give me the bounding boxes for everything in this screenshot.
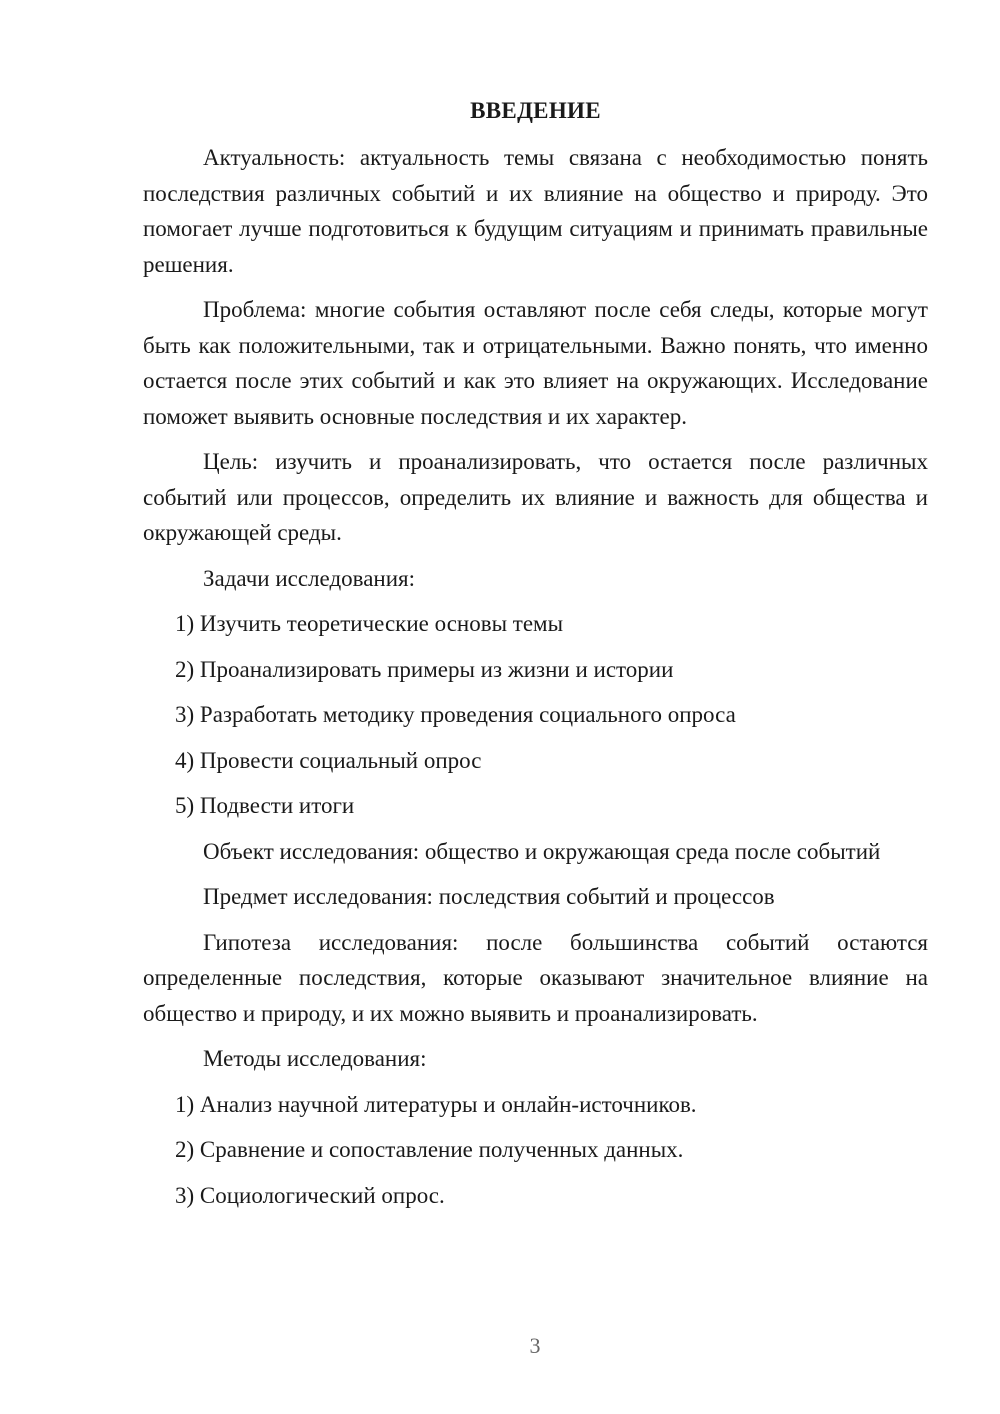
methods-list (143, 1087, 928, 1214)
tasks-list (143, 606, 928, 824)
section-title: ВВЕДЕНИЕ (470, 98, 601, 123)
problem-paragraph: Проблема: многие события оставляют после себя следы, которые могут быть как положительными, так и отрицательными. Важно понять, что именно остается после этих событий и как это влияет на окружающих. Исследование поможет выявить основные последствия и их характер. (143, 297, 928, 429)
relevance-paragraph: Актуальность: актуальность темы связана с необходимостью понять последствия различных событий и их влияние на общество и природу. Это помогает лучше подготовиться к будущим ситуациям и принимать правильные решения. (143, 145, 928, 277)
task-item: 5) Подвести итоги (175, 793, 355, 818)
hypothesis-paragraph: Гипотеза исследования: после большинства событий остаются определенные последствия, которые оказывают значительное влияние на общество и природу, и их можно выявить и проанализировать. (143, 929, 928, 1026)
methods-heading: Методы исследования: (203, 1046, 427, 1071)
method-item: 2) Сравнение и сопоставление полученных данных. (175, 1137, 684, 1162)
task-item: 2) Проанализировать примеры из жизни и истории (175, 656, 674, 682)
page-content (143, 93, 928, 1223)
task-item: 4) Провести социальный опрос (175, 747, 482, 773)
page-number: 3 (529, 1333, 541, 1358)
object-paragraph: Объект исследования: общество и окружающая среда после событий (203, 838, 881, 864)
tasks-heading: Задачи исследования: (203, 565, 416, 591)
method-item: 1) Анализ научной литературы и онлайн-источников. (175, 1091, 697, 1117)
subject-paragraph: Предмет исследования: последствия событий и процессов (203, 884, 775, 909)
goal-paragraph: Цель: изучить и проанализировать, что остается после различных событий или процессов, определить их влияние и важность для общества и окружающей среды. (143, 449, 928, 545)
method-item: 3) Социологический опрос. (175, 1182, 445, 1208)
task-item: 3) Разработать методику проведения социального опроса (175, 702, 736, 727)
task-item: 1) Изучить теоретические основы темы (175, 611, 564, 636)
